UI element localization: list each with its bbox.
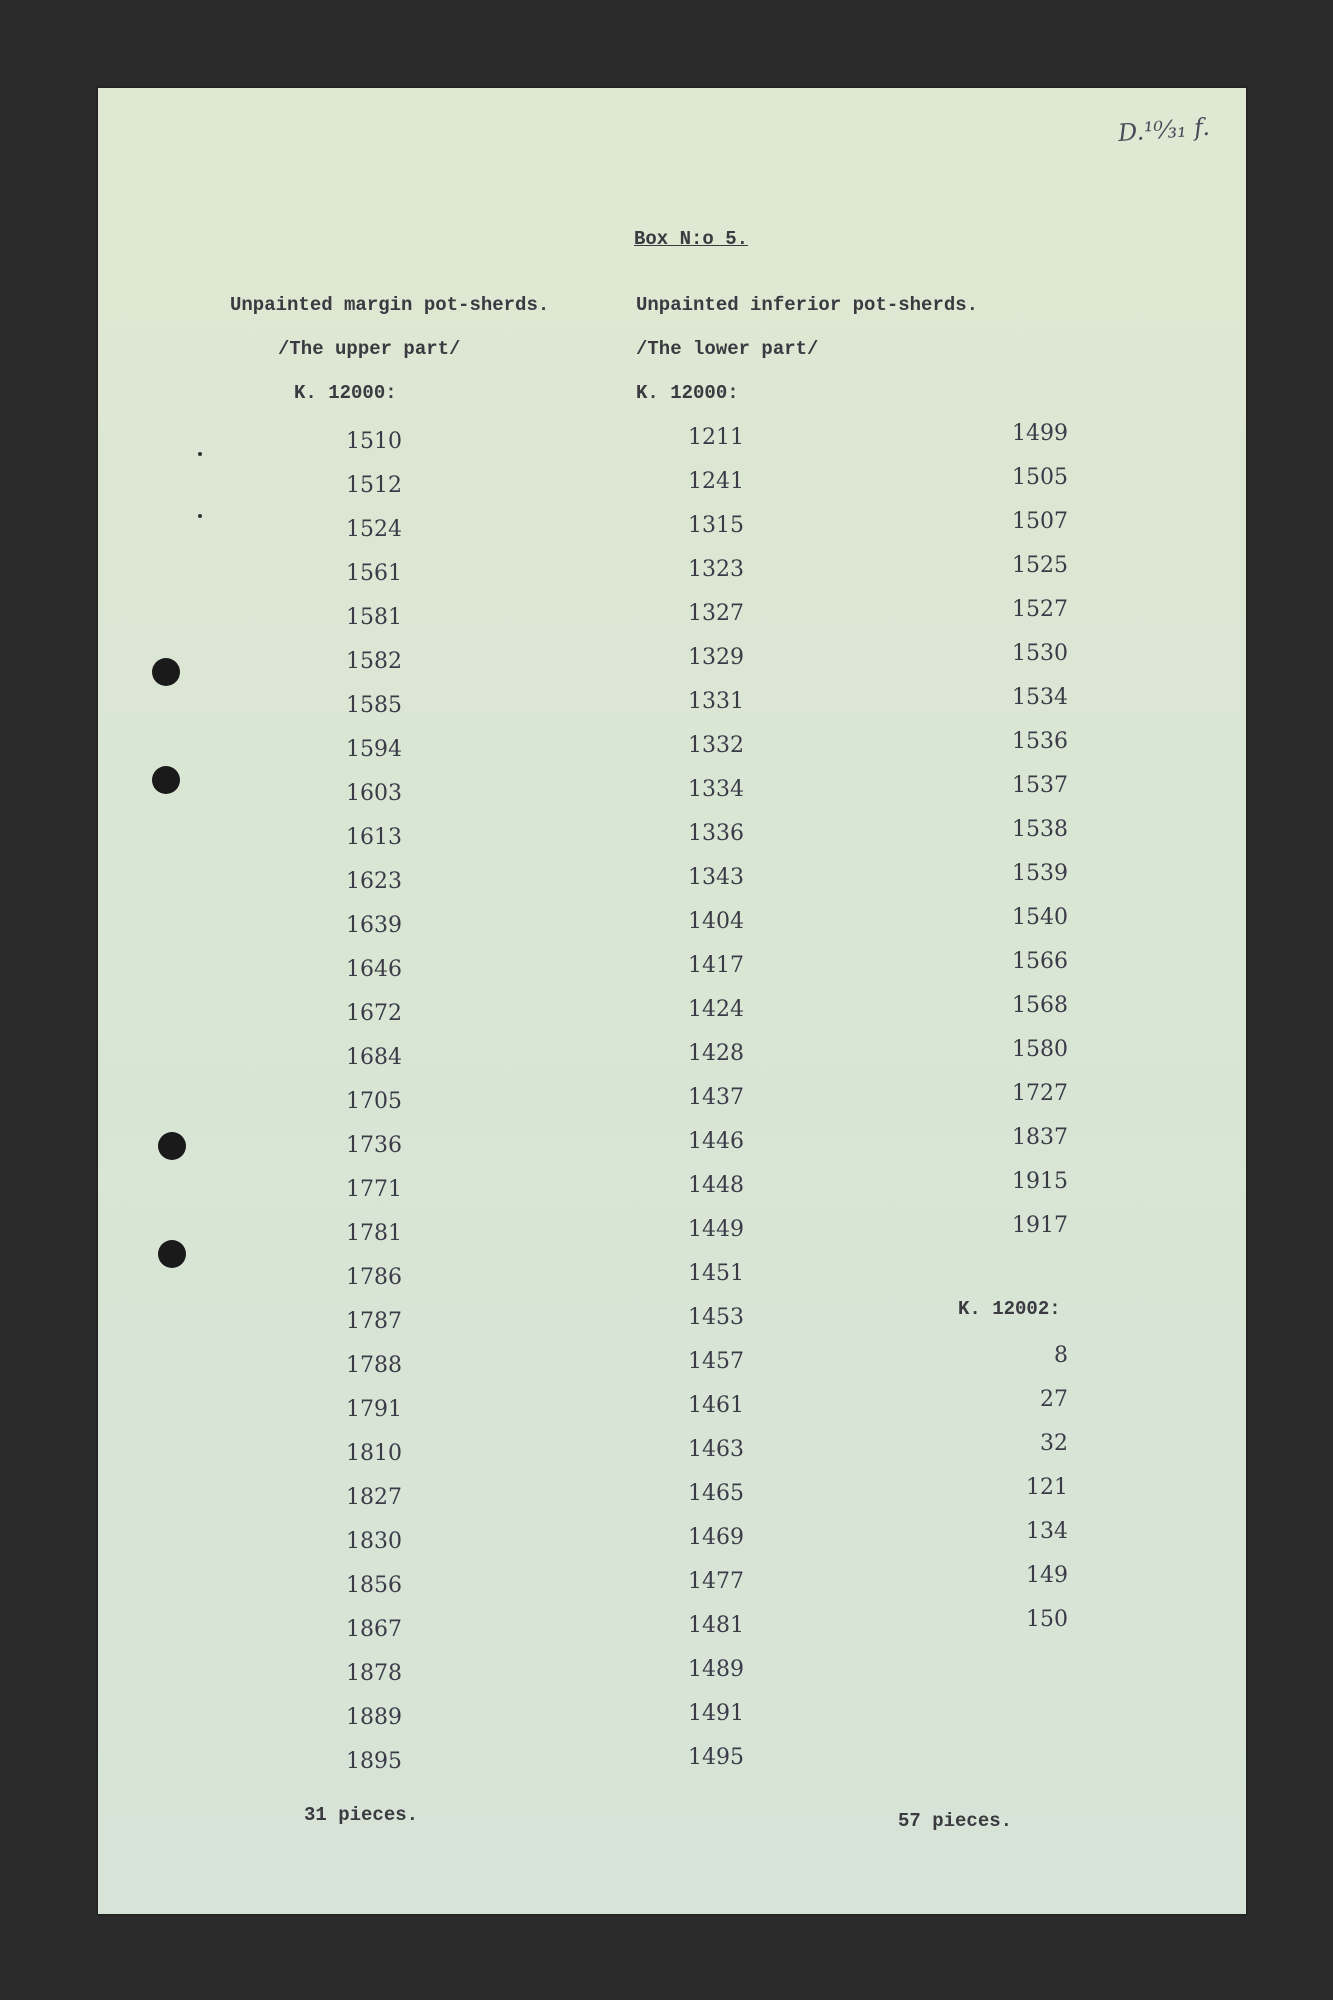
catalogue-number: 1211 bbox=[688, 425, 744, 450]
punch-hole bbox=[158, 1132, 186, 1160]
catalogue-number: 1639 bbox=[346, 913, 402, 938]
catalogue-number: 1585 bbox=[346, 693, 402, 718]
catalogue-number: 1451 bbox=[688, 1261, 744, 1286]
catalogue-number: 1417 bbox=[688, 953, 744, 978]
catalogue-number: 134 bbox=[1026, 1519, 1068, 1544]
catalogue-number: 1469 bbox=[688, 1525, 744, 1550]
catalogue-number: 150 bbox=[1026, 1607, 1068, 1632]
catalogue-number: 1539 bbox=[1012, 861, 1068, 886]
catalogue-number: 1727 bbox=[1012, 1081, 1068, 1106]
speck bbox=[198, 452, 202, 456]
catalogue-number: 1457 bbox=[688, 1349, 744, 1374]
catalogue-number: 1331 bbox=[688, 689, 744, 714]
catalogue-number: 1580 bbox=[1012, 1037, 1068, 1062]
catalogue-number: 1327 bbox=[688, 601, 744, 626]
catalogue-number: 1241 bbox=[688, 469, 744, 494]
punch-hole bbox=[152, 658, 180, 686]
catalogue-number: 1334 bbox=[688, 777, 744, 802]
catalogue-number: 1315 bbox=[688, 513, 744, 538]
punch-hole bbox=[152, 766, 180, 794]
catalogue-number: 1453 bbox=[688, 1305, 744, 1330]
catalogue-number: 1525 bbox=[1012, 553, 1068, 578]
catalogue-number: 1867 bbox=[346, 1617, 402, 1642]
catalogue-number: 1889 bbox=[346, 1705, 402, 1730]
catalogue-number: 1424 bbox=[688, 997, 744, 1022]
catalogue-number: 1343 bbox=[688, 865, 744, 890]
catalogue-number: 1810 bbox=[346, 1441, 402, 1466]
catalogue-number: 1582 bbox=[346, 649, 402, 674]
catalogue-number: 1510 bbox=[346, 429, 402, 454]
left-total: 31 pieces. bbox=[304, 1804, 419, 1826]
catalogue-number: 1428 bbox=[688, 1041, 744, 1066]
page-title: Box N:o 5. bbox=[634, 228, 749, 250]
catalogue-number: 1613 bbox=[346, 825, 402, 850]
right-subheading: /The lower part/ bbox=[636, 338, 819, 360]
catalogue-number: 1781 bbox=[346, 1221, 402, 1246]
catalogue-number: 1481 bbox=[688, 1613, 744, 1638]
catalogue-number: 1332 bbox=[688, 733, 744, 758]
catalogue-number: 1736 bbox=[346, 1133, 402, 1158]
catalogue-number: 1566 bbox=[1012, 949, 1068, 974]
catalogue-number: 1787 bbox=[346, 1309, 402, 1334]
catalogue-number: 1449 bbox=[688, 1217, 744, 1242]
catalogue-number: 1646 bbox=[346, 957, 402, 982]
catalogue-number: 1878 bbox=[346, 1661, 402, 1686]
catalogue-number: 1524 bbox=[346, 517, 402, 542]
catalogue-number: 1495 bbox=[688, 1745, 744, 1770]
catalogue-number: 1705 bbox=[346, 1089, 402, 1114]
catalogue-number: 1594 bbox=[346, 737, 402, 762]
right-k-label: K. 12000: bbox=[636, 382, 739, 404]
left-number-column bbox=[314, 420, 434, 1784]
catalogue-number: 1837 bbox=[1012, 1125, 1068, 1150]
catalogue-number: 1477 bbox=[688, 1569, 744, 1594]
catalogue-number: 1917 bbox=[1012, 1213, 1068, 1238]
catalogue-number: 1538 bbox=[1012, 817, 1068, 842]
catalogue-number: 149 bbox=[1026, 1563, 1068, 1588]
catalogue-number: 1623 bbox=[346, 869, 402, 894]
catalogue-number: 1512 bbox=[346, 473, 402, 498]
catalogue-number: 1505 bbox=[1012, 465, 1068, 490]
catalogue-number: 1561 bbox=[346, 561, 402, 586]
catalogue-number: 1437 bbox=[688, 1085, 744, 1110]
catalogue-number: 1336 bbox=[688, 821, 744, 846]
catalogue-number: 1830 bbox=[346, 1529, 402, 1554]
catalogue-number: 1827 bbox=[346, 1485, 402, 1510]
document-page bbox=[98, 88, 1246, 1914]
catalogue-number: 1771 bbox=[346, 1177, 402, 1202]
catalogue-number: 1465 bbox=[688, 1481, 744, 1506]
right-heading: Unpainted inferior pot-sherds. bbox=[636, 294, 979, 316]
left-heading: Unpainted margin pot-sherds. bbox=[230, 294, 550, 316]
catalogue-number: 1537 bbox=[1012, 773, 1068, 798]
catalogue-number: 1791 bbox=[346, 1397, 402, 1422]
catalogue-number: 1672 bbox=[346, 1001, 402, 1026]
catalogue-number: 121 bbox=[1026, 1475, 1068, 1500]
middle-number-column bbox=[656, 416, 776, 1780]
catalogue-number: 1581 bbox=[346, 605, 402, 630]
catalogue-number: 1536 bbox=[1012, 729, 1068, 754]
catalogue-number: 1404 bbox=[688, 909, 744, 934]
catalogue-number: 1489 bbox=[688, 1657, 744, 1682]
catalogue-number: 1603 bbox=[346, 781, 402, 806]
k12002-label: K. 12002: bbox=[958, 1298, 1061, 1320]
punch-hole bbox=[158, 1240, 186, 1268]
catalogue-number: 1786 bbox=[346, 1265, 402, 1290]
catalogue-number: 1684 bbox=[346, 1045, 402, 1070]
k12002-number-column bbox=[948, 1334, 1068, 1642]
catalogue-number: 1446 bbox=[688, 1129, 744, 1154]
catalogue-number: 1507 bbox=[1012, 509, 1068, 534]
left-subheading: /The upper part/ bbox=[278, 338, 461, 360]
catalogue-number: 1788 bbox=[346, 1353, 402, 1378]
catalogue-number: 1491 bbox=[688, 1701, 744, 1726]
catalogue-number: 1463 bbox=[688, 1437, 744, 1462]
catalogue-number: 1568 bbox=[1012, 993, 1068, 1018]
catalogue-number: 8 bbox=[1054, 1343, 1068, 1368]
archive-reference: D.¹⁰⁄₃₁ f. bbox=[1117, 112, 1211, 148]
catalogue-number: 1856 bbox=[346, 1573, 402, 1598]
catalogue-number: 1448 bbox=[688, 1173, 744, 1198]
catalogue-number: 1461 bbox=[688, 1393, 744, 1418]
catalogue-number: 1895 bbox=[346, 1749, 402, 1774]
catalogue-number: 1499 bbox=[1012, 421, 1068, 446]
catalogue-number: 1527 bbox=[1012, 597, 1068, 622]
speck bbox=[198, 514, 202, 518]
right-number-column bbox=[948, 412, 1068, 1248]
left-k-label: K. 12000: bbox=[294, 382, 397, 404]
catalogue-number: 1534 bbox=[1012, 685, 1068, 710]
catalogue-number: 1915 bbox=[1012, 1169, 1068, 1194]
catalogue-number: 32 bbox=[1040, 1431, 1068, 1456]
right-total: 57 pieces. bbox=[898, 1810, 1013, 1832]
catalogue-number: 1540 bbox=[1012, 905, 1068, 930]
catalogue-number: 1323 bbox=[688, 557, 744, 582]
catalogue-number: 1329 bbox=[688, 645, 744, 670]
catalogue-number: 1530 bbox=[1012, 641, 1068, 666]
catalogue-number: 27 bbox=[1040, 1387, 1068, 1412]
